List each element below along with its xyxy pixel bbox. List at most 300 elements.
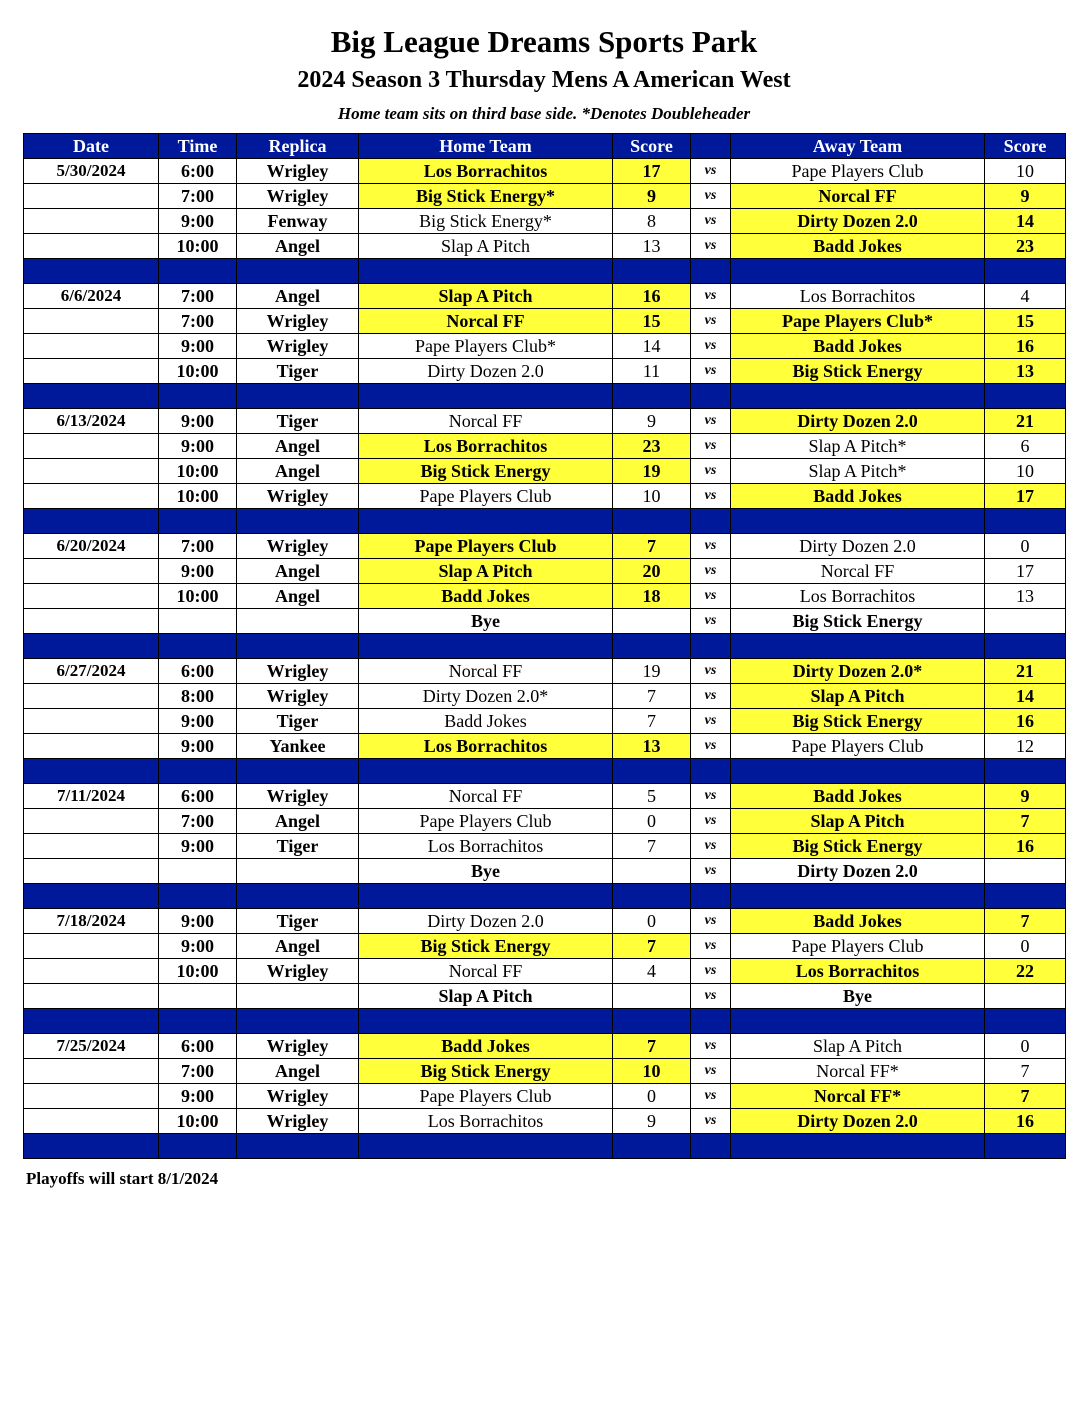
game-date bbox=[24, 734, 159, 759]
away-score: 17 bbox=[985, 484, 1066, 509]
vs-label: vs bbox=[691, 584, 731, 609]
vs-label: vs bbox=[691, 409, 731, 434]
game-field: Wrigley bbox=[237, 184, 359, 209]
separator-cell bbox=[237, 1009, 359, 1034]
game-row bbox=[24, 159, 1066, 184]
away-score: 13 bbox=[985, 359, 1066, 384]
game-time: 7:00 bbox=[159, 1059, 237, 1084]
away-team: Los Borrachitos bbox=[731, 284, 985, 309]
game-row bbox=[24, 1059, 1066, 1084]
col-date: Date bbox=[24, 134, 159, 159]
vs-label: vs bbox=[691, 434, 731, 459]
away-team: Badd Jokes bbox=[731, 334, 985, 359]
vs-label: vs bbox=[691, 159, 731, 184]
game-time: 9:00 bbox=[159, 334, 237, 359]
game-time: 6:00 bbox=[159, 659, 237, 684]
game-row bbox=[24, 984, 1066, 1009]
separator-cell bbox=[613, 634, 691, 659]
game-time: 10:00 bbox=[159, 459, 237, 484]
game-time: 9:00 bbox=[159, 909, 237, 934]
separator-cell bbox=[159, 259, 237, 284]
game-row bbox=[24, 609, 1066, 634]
separator-cell bbox=[985, 884, 1066, 909]
away-score bbox=[985, 984, 1066, 1009]
away-score: 10 bbox=[985, 159, 1066, 184]
game-field: Angel bbox=[237, 434, 359, 459]
game-field: Angel bbox=[237, 234, 359, 259]
separator-cell bbox=[691, 509, 731, 534]
game-row bbox=[24, 1084, 1066, 1109]
week-separator bbox=[24, 759, 1066, 784]
away-team: Slap A Pitch bbox=[731, 684, 985, 709]
away-team: Slap A Pitch bbox=[731, 809, 985, 834]
home-team: Norcal FF bbox=[359, 659, 613, 684]
home-score: 0 bbox=[613, 809, 691, 834]
separator-cell bbox=[613, 384, 691, 409]
vs-label: vs bbox=[691, 659, 731, 684]
game-field: Angel bbox=[237, 934, 359, 959]
away-score: 4 bbox=[985, 284, 1066, 309]
separator-cell bbox=[731, 759, 985, 784]
game-row bbox=[24, 959, 1066, 984]
separator-cell bbox=[24, 759, 159, 784]
away-team: Badd Jokes bbox=[731, 484, 985, 509]
away-score: 14 bbox=[985, 684, 1066, 709]
separator-cell bbox=[24, 1134, 159, 1159]
game-field: Wrigley bbox=[237, 1109, 359, 1134]
vs-label: vs bbox=[691, 734, 731, 759]
game-time bbox=[159, 609, 237, 634]
separator-cell bbox=[359, 1009, 613, 1034]
home-score: 7 bbox=[613, 1034, 691, 1059]
vs-label: vs bbox=[691, 209, 731, 234]
game-date bbox=[24, 334, 159, 359]
game-field: Wrigley bbox=[237, 484, 359, 509]
home-team: Los Borrachitos bbox=[359, 434, 613, 459]
page-note: Home team sits on third base side. *Denotes Doubleheader bbox=[337, 104, 751, 123]
week-separator bbox=[24, 634, 1066, 659]
home-team: Big Stick Energy bbox=[359, 934, 613, 959]
away-team: Norcal FF bbox=[731, 184, 985, 209]
page-subtitle: 2024 Season 3 Thursday Mens A American West bbox=[297, 67, 791, 93]
home-score: 23 bbox=[613, 434, 691, 459]
vs-label: vs bbox=[691, 484, 731, 509]
home-team: Pape Players Club bbox=[359, 809, 613, 834]
game-row bbox=[24, 734, 1066, 759]
separator-cell bbox=[691, 634, 731, 659]
game-field: Angel bbox=[237, 1059, 359, 1084]
away-team: Bye bbox=[731, 984, 985, 1009]
game-date bbox=[24, 1059, 159, 1084]
away-team: Badd Jokes bbox=[731, 909, 985, 934]
game-row bbox=[24, 284, 1066, 309]
game-date bbox=[24, 1109, 159, 1134]
game-time: 9:00 bbox=[159, 434, 237, 459]
game-time: 9:00 bbox=[159, 409, 237, 434]
away-score: 14 bbox=[985, 209, 1066, 234]
home-score: 9 bbox=[613, 1109, 691, 1134]
game-date: 7/25/2024 bbox=[24, 1034, 159, 1059]
home-team: Los Borrachitos bbox=[359, 1109, 613, 1134]
separator-cell bbox=[985, 759, 1066, 784]
game-time: 9:00 bbox=[159, 209, 237, 234]
home-score: 17 bbox=[613, 159, 691, 184]
separator-cell bbox=[24, 509, 159, 534]
game-date bbox=[24, 984, 159, 1009]
game-field: Angel bbox=[237, 584, 359, 609]
game-field: Wrigley bbox=[237, 1084, 359, 1109]
away-team: Dirty Dozen 2.0 bbox=[731, 859, 985, 884]
separator-cell bbox=[731, 634, 985, 659]
game-date bbox=[24, 559, 159, 584]
game-date: 6/20/2024 bbox=[24, 534, 159, 559]
game-field: Wrigley bbox=[237, 684, 359, 709]
home-team: Norcal FF bbox=[359, 309, 613, 334]
header-row bbox=[24, 134, 1066, 159]
game-row bbox=[24, 359, 1066, 384]
separator-cell bbox=[731, 1134, 985, 1159]
away-score: 7 bbox=[985, 1084, 1066, 1109]
home-team: Los Borrachitos bbox=[359, 734, 613, 759]
game-row bbox=[24, 834, 1066, 859]
game-field: Tiger bbox=[237, 834, 359, 859]
game-date bbox=[24, 359, 159, 384]
game-row bbox=[24, 684, 1066, 709]
game-row bbox=[24, 809, 1066, 834]
week-separator bbox=[24, 1009, 1066, 1034]
separator-cell bbox=[731, 384, 985, 409]
home-team: Norcal FF bbox=[359, 959, 613, 984]
separator-cell bbox=[613, 1009, 691, 1034]
separator-cell bbox=[613, 509, 691, 534]
game-date: 6/6/2024 bbox=[24, 284, 159, 309]
vs-label: vs bbox=[691, 334, 731, 359]
vs-label: vs bbox=[691, 959, 731, 984]
away-score: 21 bbox=[985, 659, 1066, 684]
home-score: 7 bbox=[613, 834, 691, 859]
home-score: 5 bbox=[613, 784, 691, 809]
game-row bbox=[24, 184, 1066, 209]
home-team: Slap A Pitch bbox=[359, 284, 613, 309]
away-team: Slap A Pitch* bbox=[731, 459, 985, 484]
vs-label: vs bbox=[691, 234, 731, 259]
game-time: 7:00 bbox=[159, 284, 237, 309]
game-field: Wrigley bbox=[237, 309, 359, 334]
away-score bbox=[985, 609, 1066, 634]
game-field bbox=[237, 859, 359, 884]
home-team: Pape Players Club bbox=[359, 484, 613, 509]
separator-cell bbox=[159, 1134, 237, 1159]
home-score bbox=[613, 859, 691, 884]
game-time: 6:00 bbox=[159, 1034, 237, 1059]
game-field: Yankee bbox=[237, 734, 359, 759]
home-team: Slap A Pitch bbox=[359, 234, 613, 259]
game-row bbox=[24, 309, 1066, 334]
vs-label: vs bbox=[691, 834, 731, 859]
game-time: 10:00 bbox=[159, 484, 237, 509]
separator-cell bbox=[691, 759, 731, 784]
home-score: 8 bbox=[613, 209, 691, 234]
game-field: Wrigley bbox=[237, 159, 359, 184]
game-row bbox=[24, 209, 1066, 234]
game-row bbox=[24, 534, 1066, 559]
separator-cell bbox=[985, 259, 1066, 284]
separator-cell bbox=[237, 634, 359, 659]
away-team: Los Borrachitos bbox=[731, 584, 985, 609]
away-team: Dirty Dozen 2.0 bbox=[731, 409, 985, 434]
home-team: Badd Jokes bbox=[359, 709, 613, 734]
separator-cell bbox=[159, 759, 237, 784]
game-time: 9:00 bbox=[159, 734, 237, 759]
home-team: Pape Players Club* bbox=[359, 334, 613, 359]
game-time: 10:00 bbox=[159, 234, 237, 259]
footer-note: Playoffs will start 8/1/2024 bbox=[26, 1169, 219, 1188]
game-field: Wrigley bbox=[237, 959, 359, 984]
game-date bbox=[24, 934, 159, 959]
game-row bbox=[24, 859, 1066, 884]
vs-label: vs bbox=[691, 1084, 731, 1109]
separator-cell bbox=[359, 259, 613, 284]
home-team: Dirty Dozen 2.0 bbox=[359, 359, 613, 384]
separator-cell bbox=[359, 509, 613, 534]
separator-cell bbox=[613, 259, 691, 284]
game-time: 10:00 bbox=[159, 584, 237, 609]
home-score bbox=[613, 984, 691, 1009]
home-score: 16 bbox=[613, 284, 691, 309]
vs-label: vs bbox=[691, 909, 731, 934]
home-team: Dirty Dozen 2.0* bbox=[359, 684, 613, 709]
separator-cell bbox=[237, 509, 359, 534]
separator-cell bbox=[691, 1134, 731, 1159]
game-date bbox=[24, 434, 159, 459]
vs-label: vs bbox=[691, 459, 731, 484]
game-date: 7/11/2024 bbox=[24, 784, 159, 809]
away-team: Pape Players Club* bbox=[731, 309, 985, 334]
separator-cell bbox=[359, 384, 613, 409]
game-time: 8:00 bbox=[159, 684, 237, 709]
game-time: 9:00 bbox=[159, 934, 237, 959]
home-team: Big Stick Energy* bbox=[359, 184, 613, 209]
home-team: Pape Players Club bbox=[359, 1084, 613, 1109]
col-home-score: Score bbox=[613, 134, 691, 159]
separator-cell bbox=[731, 259, 985, 284]
home-team: Big Stick Energy bbox=[359, 459, 613, 484]
home-team: Dirty Dozen 2.0 bbox=[359, 909, 613, 934]
vs-label: vs bbox=[691, 534, 731, 559]
home-score: 10 bbox=[613, 1059, 691, 1084]
game-date bbox=[24, 709, 159, 734]
away-score: 12 bbox=[985, 734, 1066, 759]
separator-cell bbox=[731, 884, 985, 909]
vs-label: vs bbox=[691, 284, 731, 309]
week-separator bbox=[24, 884, 1066, 909]
away-team: Norcal FF* bbox=[731, 1084, 985, 1109]
separator-cell bbox=[237, 759, 359, 784]
separator-cell bbox=[985, 1134, 1066, 1159]
vs-label: vs bbox=[691, 309, 731, 334]
game-row bbox=[24, 234, 1066, 259]
separator-cell bbox=[613, 759, 691, 784]
week-separator bbox=[24, 259, 1066, 284]
home-team: Norcal FF bbox=[359, 409, 613, 434]
col-away-team: Away Team bbox=[731, 134, 985, 159]
game-time: 9:00 bbox=[159, 834, 237, 859]
away-team: Big Stick Energy bbox=[731, 709, 985, 734]
home-score bbox=[613, 609, 691, 634]
away-score: 13 bbox=[985, 584, 1066, 609]
game-date bbox=[24, 234, 159, 259]
separator-cell bbox=[237, 259, 359, 284]
game-time: 9:00 bbox=[159, 559, 237, 584]
separator-cell bbox=[159, 384, 237, 409]
away-score: 16 bbox=[985, 834, 1066, 859]
game-date bbox=[24, 809, 159, 834]
game-row bbox=[24, 559, 1066, 584]
home-team: Los Borrachitos bbox=[359, 159, 613, 184]
home-team: Bye bbox=[359, 609, 613, 634]
home-score: 20 bbox=[613, 559, 691, 584]
home-team: Slap A Pitch bbox=[359, 984, 613, 1009]
vs-label: vs bbox=[691, 609, 731, 634]
separator-cell bbox=[359, 884, 613, 909]
game-field: Wrigley bbox=[237, 534, 359, 559]
separator-cell bbox=[613, 1134, 691, 1159]
separator-cell bbox=[237, 884, 359, 909]
game-field: Angel bbox=[237, 809, 359, 834]
game-time: 7:00 bbox=[159, 809, 237, 834]
col-time: Time bbox=[159, 134, 237, 159]
home-score: 9 bbox=[613, 184, 691, 209]
home-score: 15 bbox=[613, 309, 691, 334]
home-team: Bye bbox=[359, 859, 613, 884]
away-team: Dirty Dozen 2.0 bbox=[731, 534, 985, 559]
game-row bbox=[24, 934, 1066, 959]
page-title: Big League Dreams Sports Park bbox=[330, 24, 758, 59]
game-field bbox=[237, 984, 359, 1009]
away-team: Dirty Dozen 2.0 bbox=[731, 209, 985, 234]
game-row bbox=[24, 1034, 1066, 1059]
game-time: 10:00 bbox=[159, 959, 237, 984]
separator-cell bbox=[613, 884, 691, 909]
game-date bbox=[24, 959, 159, 984]
away-score: 0 bbox=[985, 1034, 1066, 1059]
game-date: 5/30/2024 bbox=[24, 159, 159, 184]
col-replica: Replica bbox=[237, 134, 359, 159]
home-score: 7 bbox=[613, 709, 691, 734]
col-vs bbox=[691, 134, 731, 159]
game-date bbox=[24, 834, 159, 859]
home-score: 11 bbox=[613, 359, 691, 384]
game-field: Wrigley bbox=[237, 334, 359, 359]
home-score: 10 bbox=[613, 484, 691, 509]
separator-cell bbox=[237, 384, 359, 409]
game-field: Angel bbox=[237, 284, 359, 309]
vs-label: vs bbox=[691, 559, 731, 584]
away-team: Norcal FF bbox=[731, 559, 985, 584]
schedule-table bbox=[23, 133, 1066, 1159]
home-score: 0 bbox=[613, 909, 691, 934]
away-team: Norcal FF* bbox=[731, 1059, 985, 1084]
game-time: 10:00 bbox=[159, 359, 237, 384]
col-home-team: Home Team bbox=[359, 134, 613, 159]
home-team: Badd Jokes bbox=[359, 1034, 613, 1059]
separator-cell bbox=[24, 634, 159, 659]
home-score: 9 bbox=[613, 409, 691, 434]
game-row bbox=[24, 909, 1066, 934]
game-row bbox=[24, 409, 1066, 434]
separator-cell bbox=[731, 509, 985, 534]
game-field: Angel bbox=[237, 559, 359, 584]
separator-cell bbox=[691, 259, 731, 284]
game-field bbox=[237, 609, 359, 634]
away-score: 7 bbox=[985, 809, 1066, 834]
game-date: 6/27/2024 bbox=[24, 659, 159, 684]
game-time bbox=[159, 859, 237, 884]
game-row bbox=[24, 459, 1066, 484]
separator-cell bbox=[691, 384, 731, 409]
home-score: 4 bbox=[613, 959, 691, 984]
game-time: 6:00 bbox=[159, 784, 237, 809]
separator-cell bbox=[359, 634, 613, 659]
game-field: Tiger bbox=[237, 709, 359, 734]
game-row bbox=[24, 584, 1066, 609]
home-score: 19 bbox=[613, 459, 691, 484]
game-field: Tiger bbox=[237, 409, 359, 434]
away-team: Pape Players Club bbox=[731, 734, 985, 759]
away-team: Slap A Pitch bbox=[731, 1034, 985, 1059]
game-row bbox=[24, 334, 1066, 359]
separator-cell bbox=[691, 884, 731, 909]
game-date: 7/18/2024 bbox=[24, 909, 159, 934]
game-field: Tiger bbox=[237, 359, 359, 384]
away-score: 6 bbox=[985, 434, 1066, 459]
away-team: Pape Players Club bbox=[731, 159, 985, 184]
away-score: 16 bbox=[985, 1109, 1066, 1134]
away-team: Big Stick Energy bbox=[731, 359, 985, 384]
game-row bbox=[24, 709, 1066, 734]
home-team: Badd Jokes bbox=[359, 584, 613, 609]
home-team: Big Stick Energy* bbox=[359, 209, 613, 234]
separator-cell bbox=[24, 384, 159, 409]
game-time bbox=[159, 984, 237, 1009]
separator-cell bbox=[359, 759, 613, 784]
away-score: 0 bbox=[985, 534, 1066, 559]
separator-cell bbox=[24, 1009, 159, 1034]
vs-label: vs bbox=[691, 709, 731, 734]
game-date bbox=[24, 184, 159, 209]
game-field: Angel bbox=[237, 459, 359, 484]
home-score: 7 bbox=[613, 934, 691, 959]
game-date bbox=[24, 584, 159, 609]
away-score: 15 bbox=[985, 309, 1066, 334]
away-score: 7 bbox=[985, 909, 1066, 934]
away-team: Badd Jokes bbox=[731, 234, 985, 259]
game-row bbox=[24, 1109, 1066, 1134]
game-date bbox=[24, 309, 159, 334]
separator-cell bbox=[731, 1009, 985, 1034]
away-team: Big Stick Energy bbox=[731, 609, 985, 634]
game-date bbox=[24, 684, 159, 709]
game-time: 7:00 bbox=[159, 309, 237, 334]
game-date bbox=[24, 609, 159, 634]
home-team: Slap A Pitch bbox=[359, 559, 613, 584]
game-date bbox=[24, 209, 159, 234]
away-score: 7 bbox=[985, 1059, 1066, 1084]
home-team: Norcal FF bbox=[359, 784, 613, 809]
game-row bbox=[24, 484, 1066, 509]
separator-cell bbox=[359, 1134, 613, 1159]
separator-cell bbox=[24, 884, 159, 909]
